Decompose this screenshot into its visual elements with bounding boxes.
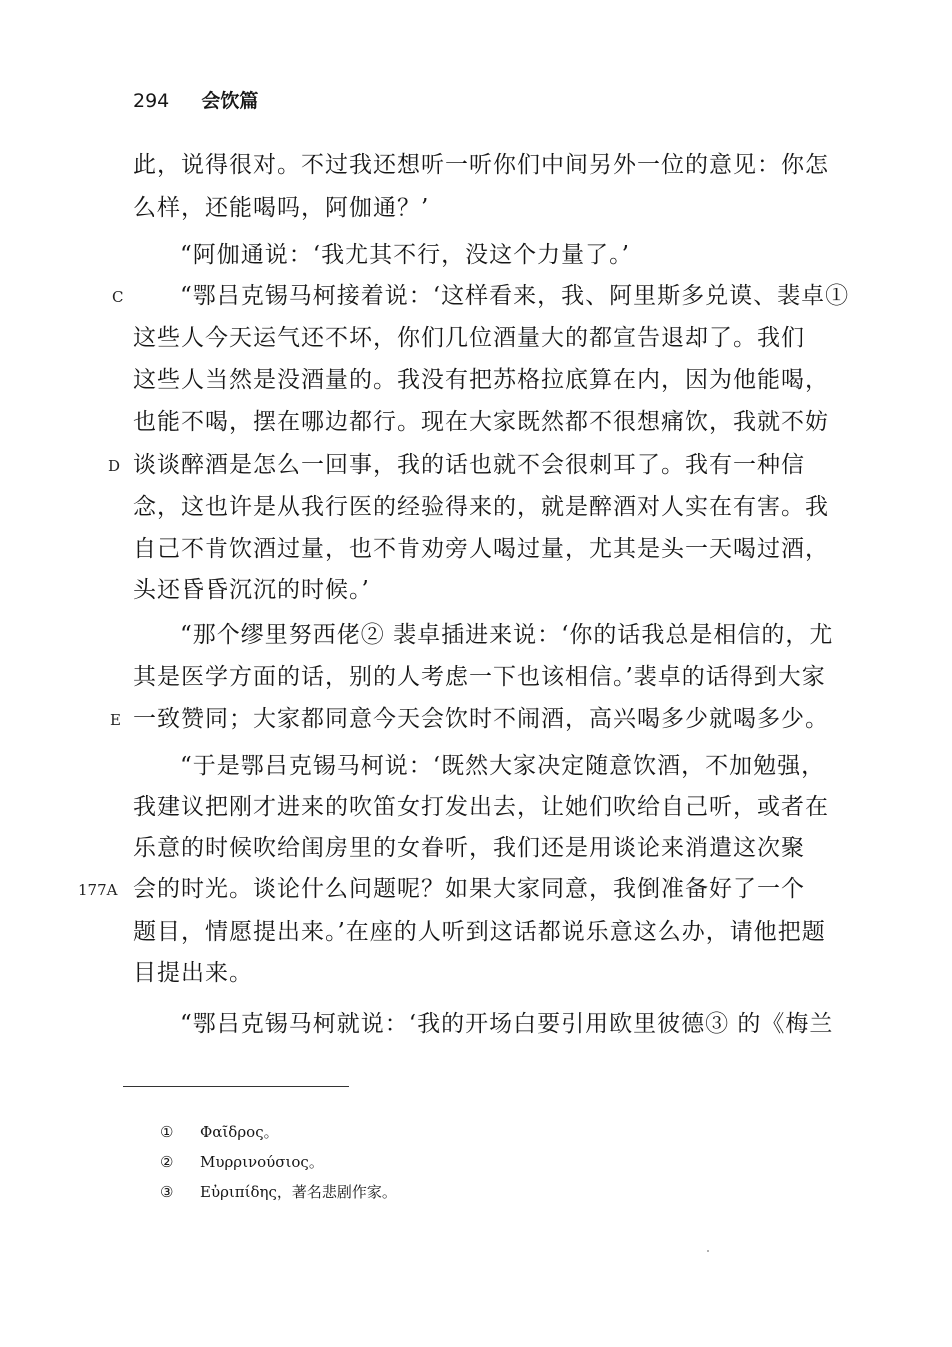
text-line: 自己不肯饮酒过量，也不肯劝旁人喝过量，尤其是头一天喝过酒， <box>133 536 829 562</box>
text-line: 会的时光。谈论什么问题呢？如果大家同意，我倒准备好了一个 <box>133 876 805 902</box>
footnote-text: Φαῖδρος。 <box>200 1123 279 1141</box>
running-title: 会饮篇 <box>201 90 259 112</box>
text-line: 此，说得很对。不过我还想听一听你们中间另外一位的意见：你怎 <box>133 152 829 178</box>
text-line: 也能不喝，摆在哪边都行。现在大家既然都不很想痛饮，我就不妨 <box>133 409 829 435</box>
margin-mark-e: E <box>110 711 121 729</box>
text-line: 一致赞同；大家都同意今天会饮时不闹酒，高兴喝多少就喝多少。 <box>133 706 829 732</box>
text-line: “那个缪里努西佬② 裴卓插进来说：‘你的话我总是相信的，尤 <box>180 622 834 648</box>
text-line: 谈谈醉酒是怎么一回事，我的话也就不会很刺耳了。我有一种信 <box>133 452 805 478</box>
running-header <box>133 86 258 113</box>
footnote-rule <box>123 1086 349 1087</box>
margin-mark-d: D <box>108 457 121 475</box>
margin-mark-c: C <box>112 288 124 306</box>
text-line: 其是医学方面的话，别的人考虑一下也该相信。’裴卓的话得到大家 <box>133 664 826 690</box>
text-line: 念，这也许是从我行医的经验得来的，就是醉酒对人实在有害。我 <box>133 494 829 520</box>
footnote-marker: ① <box>160 1123 174 1141</box>
footnote-marker: ③ <box>160 1183 174 1201</box>
footnote <box>160 1151 324 1173</box>
text-line: 么样，还能喝吗，阿伽通？’ <box>133 195 430 221</box>
text-line: “于是鄂吕克锡马柯说：‘既然大家决定随意饮酒，不加勉强， <box>180 753 826 779</box>
text-line: “鄂吕克锡马柯就说：‘我的开场白要引用欧里彼德③ 的《梅兰 <box>180 1011 834 1037</box>
text-line: 头还昏昏沉沉的时候。’ <box>133 577 370 603</box>
footnote <box>160 1121 279 1143</box>
text-line: 题目，情愿提出来。’在座的人听到这话都说乐意这么办，请他把题 <box>133 919 826 945</box>
page-number: 294 <box>133 90 170 112</box>
text-line: 这些人今天运气还不坏，你们几位酒量大的都宣告退却了。我们 <box>133 325 805 351</box>
text-line: “鄂吕克锡马柯接着说：‘这样看来，我、阿里斯多兑谟、裴卓① <box>180 283 850 309</box>
text-line: 目提出来。 <box>133 960 253 986</box>
text-line: 这些人当然是没酒量的。我没有把苏格拉底算在内，因为他能喝， <box>133 367 829 393</box>
footnote-marker: ② <box>160 1153 174 1171</box>
text-line: 我建议把刚才进来的吹笛女打发出去，让她们吹给自己听，或者在 <box>133 794 829 820</box>
margin-mark-177a: 177A <box>78 881 118 899</box>
scan-speck <box>707 1250 709 1252</box>
text-line: 乐意的时候吹给闺房里的女眷听，我们还是用谈论来消遣这次聚 <box>133 835 805 861</box>
text-line: “阿伽通说：‘我尤其不行，没这个力量了。’ <box>180 242 630 268</box>
footnote <box>160 1181 397 1203</box>
footnote-text: Μυρρινούσιος。 <box>200 1153 324 1171</box>
footnote-text: Εὐριπίδης，著名悲剧作家。 <box>200 1183 397 1201</box>
